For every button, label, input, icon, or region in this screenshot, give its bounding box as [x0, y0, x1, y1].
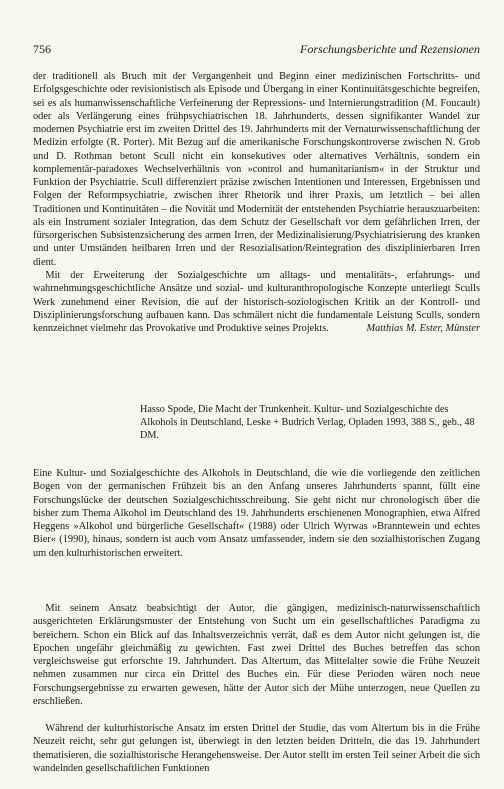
section-title: Forschungsberichte und Rezensionen: [300, 42, 480, 56]
review1-paragraph-1: der traditionell als Bruch mit der Vergangenheit und Beginn einer medizinischen Fortschritts- und Erfolgsgeschichte oder revisionistisch als Episode und Übergang in einer Kontinuitätsgeschichte begreifen, sei es als humanwissenschaftliche Verfeinerung der Repressions- und Internierungstradition (M. Foucault) oder als Verlängerung eines frühpsychiatrischen 18. Jahrhunderts, dessen signifikanter Wandel zur modernen Psychiatrie erst im zweiten Drittel des 19. Jahrhunderts mit der Vernaturwissenschaftlichung der Medizin erfolgte (R. Porter). Mit Bezug auf die amerikanische Forschungskontroverse zwischen N. Grob und D. Rothman betont Scull nicht ein konsekutives oder alternatives Verhältnis, sondern ein komplementär-paradoxes Wechselverhältnis von »control and humanitarianism« in der Struktur und Funktion der Psychiatrie. Scull differenziert präzise zwischen Intentionen und Interessen, Ergebnissen und Folgen der Reformpsychiatrie, zwischen ihrer Rhetorik und ihrer Praxis, um letztlich – bei allen Traditionen und Kontinuitäten – die Novität und Modernität der entstehenden Psychiatrie herauszuarbeiten: als ein Instrument sozialer Integration, das dem Schutz der Gesellschaft vor dem gefährlichen Irren, der fürsorgerischen Subsistenzsicherung des armen Irren, der Medizinalisierung/Psychiatrisierung des kranken und unter Umständen heilbaren Irren und der Resozialisation/Reintegration des disziplinierbaren Irren dient.: [33, 71, 480, 268]
review1-signature: Matthias M. Ester, Münster: [366, 323, 480, 334]
review2-paragraph-2: Mit seinem Ansatz beabsichtigt der Autor, die gängigen, medizinisch-naturwissenschaftlich ausgerichteten Erklärungsmuster der Entstehung von Sucht um ein gesellschaftliches Paradigma zu bereichern. Schon ein Blick auf das Inhaltsverzeichnis verrät, daß es dem Autor nicht gelungen ist, die Epochen ungefähr gleichmäßig zu gewichten. Fast zwei Drittel des Buches betreffen das schon vergleichsweise gut erforschte 19. Jahrhundert. Das Altertum, das Mittelalter sowie die Frühe Neuzeit nehmen zusammen nur circa ein Drittel des Buches ein. Für diese Perioden wären noch neue Forschungsergebnisse zu erwarten gewesen, hätte der Autor sich der Mühe unterzogen, neue Quellen zu erschließen.: [33, 603, 480, 707]
review2-paragraph-3: Während der kulturhistorische Ansatz im ersten Drittel der Studie, das vom Altertum bis in die Frühe Neuzeit reicht, sehr gut gelungen ist, überwiegt in den letzten beiden Dritteln, die das 19. Jahrhundert thematisieren, die sozialhistorische Herangehensweise. Der Autor stellt im ersten Teil seiner Arbeit die sich wandelnden gesellschaftlichen Funktionen: [33, 723, 480, 774]
review2-paragraph-1: Eine Kultur- und Sozialgeschichte des Alkohols in Deutschland, die wie die vorliegende den zeitlichen Bogen von der germanischen Frühzeit bis an den Anfang unseres Jahrhunderts spannt, füllt eine Forschungslücke der deutschen Sozialgeschichtsschreibung. Sie geht nicht nur chronologisch über die bisher zum Thema Alkohol im Deutschland des 19. Jahrhunderts erschienenen Monographien, etwa Alfred Heggens »Alkohol und bürgerliche Gesellschaft« (1988) oder Ulrich Wyrwas »Branntewein und echtes Bier« (1990), hinaus, sondern ist auch vom Ansatz umfassender, indem sie den sozialhistorischen Zugang um den kulturhistorischen erweitert.: [33, 468, 480, 559]
review2-citation: Hasso Spode, Die Macht der Trunkenheit. Kultur- und Sozialgeschichte des Alkohols in Deutschland, Leske + Budrich Verlag, Opladen 1993, 388 S., geb., 48 DM.: [140, 404, 475, 442]
review1-paragraph-2: [33, 269, 480, 335]
page-number: 756: [33, 42, 51, 56]
running-head: [33, 42, 480, 57]
review1-paragraph-2-text: Mit der Erweiterung der Sozialgeschichte um alltags- und mentalitäts-, erfahrungs- und wahrnehmungsgeschichtliche Ansätze und sozial- und kulturanthropologische Konzepte unterliegt Sculls Werk zunehmend einer Revision, die auf der historisch-soziologischen Kritik an der Kontroll- und Disziplinierungsforschung aufbauen kann. Das schmälert nicht die fundamentale Leistung Sculls, sondern kennzeichnet vielmehr das Provokative und Produktive seines Projekts.: [33, 270, 480, 334]
